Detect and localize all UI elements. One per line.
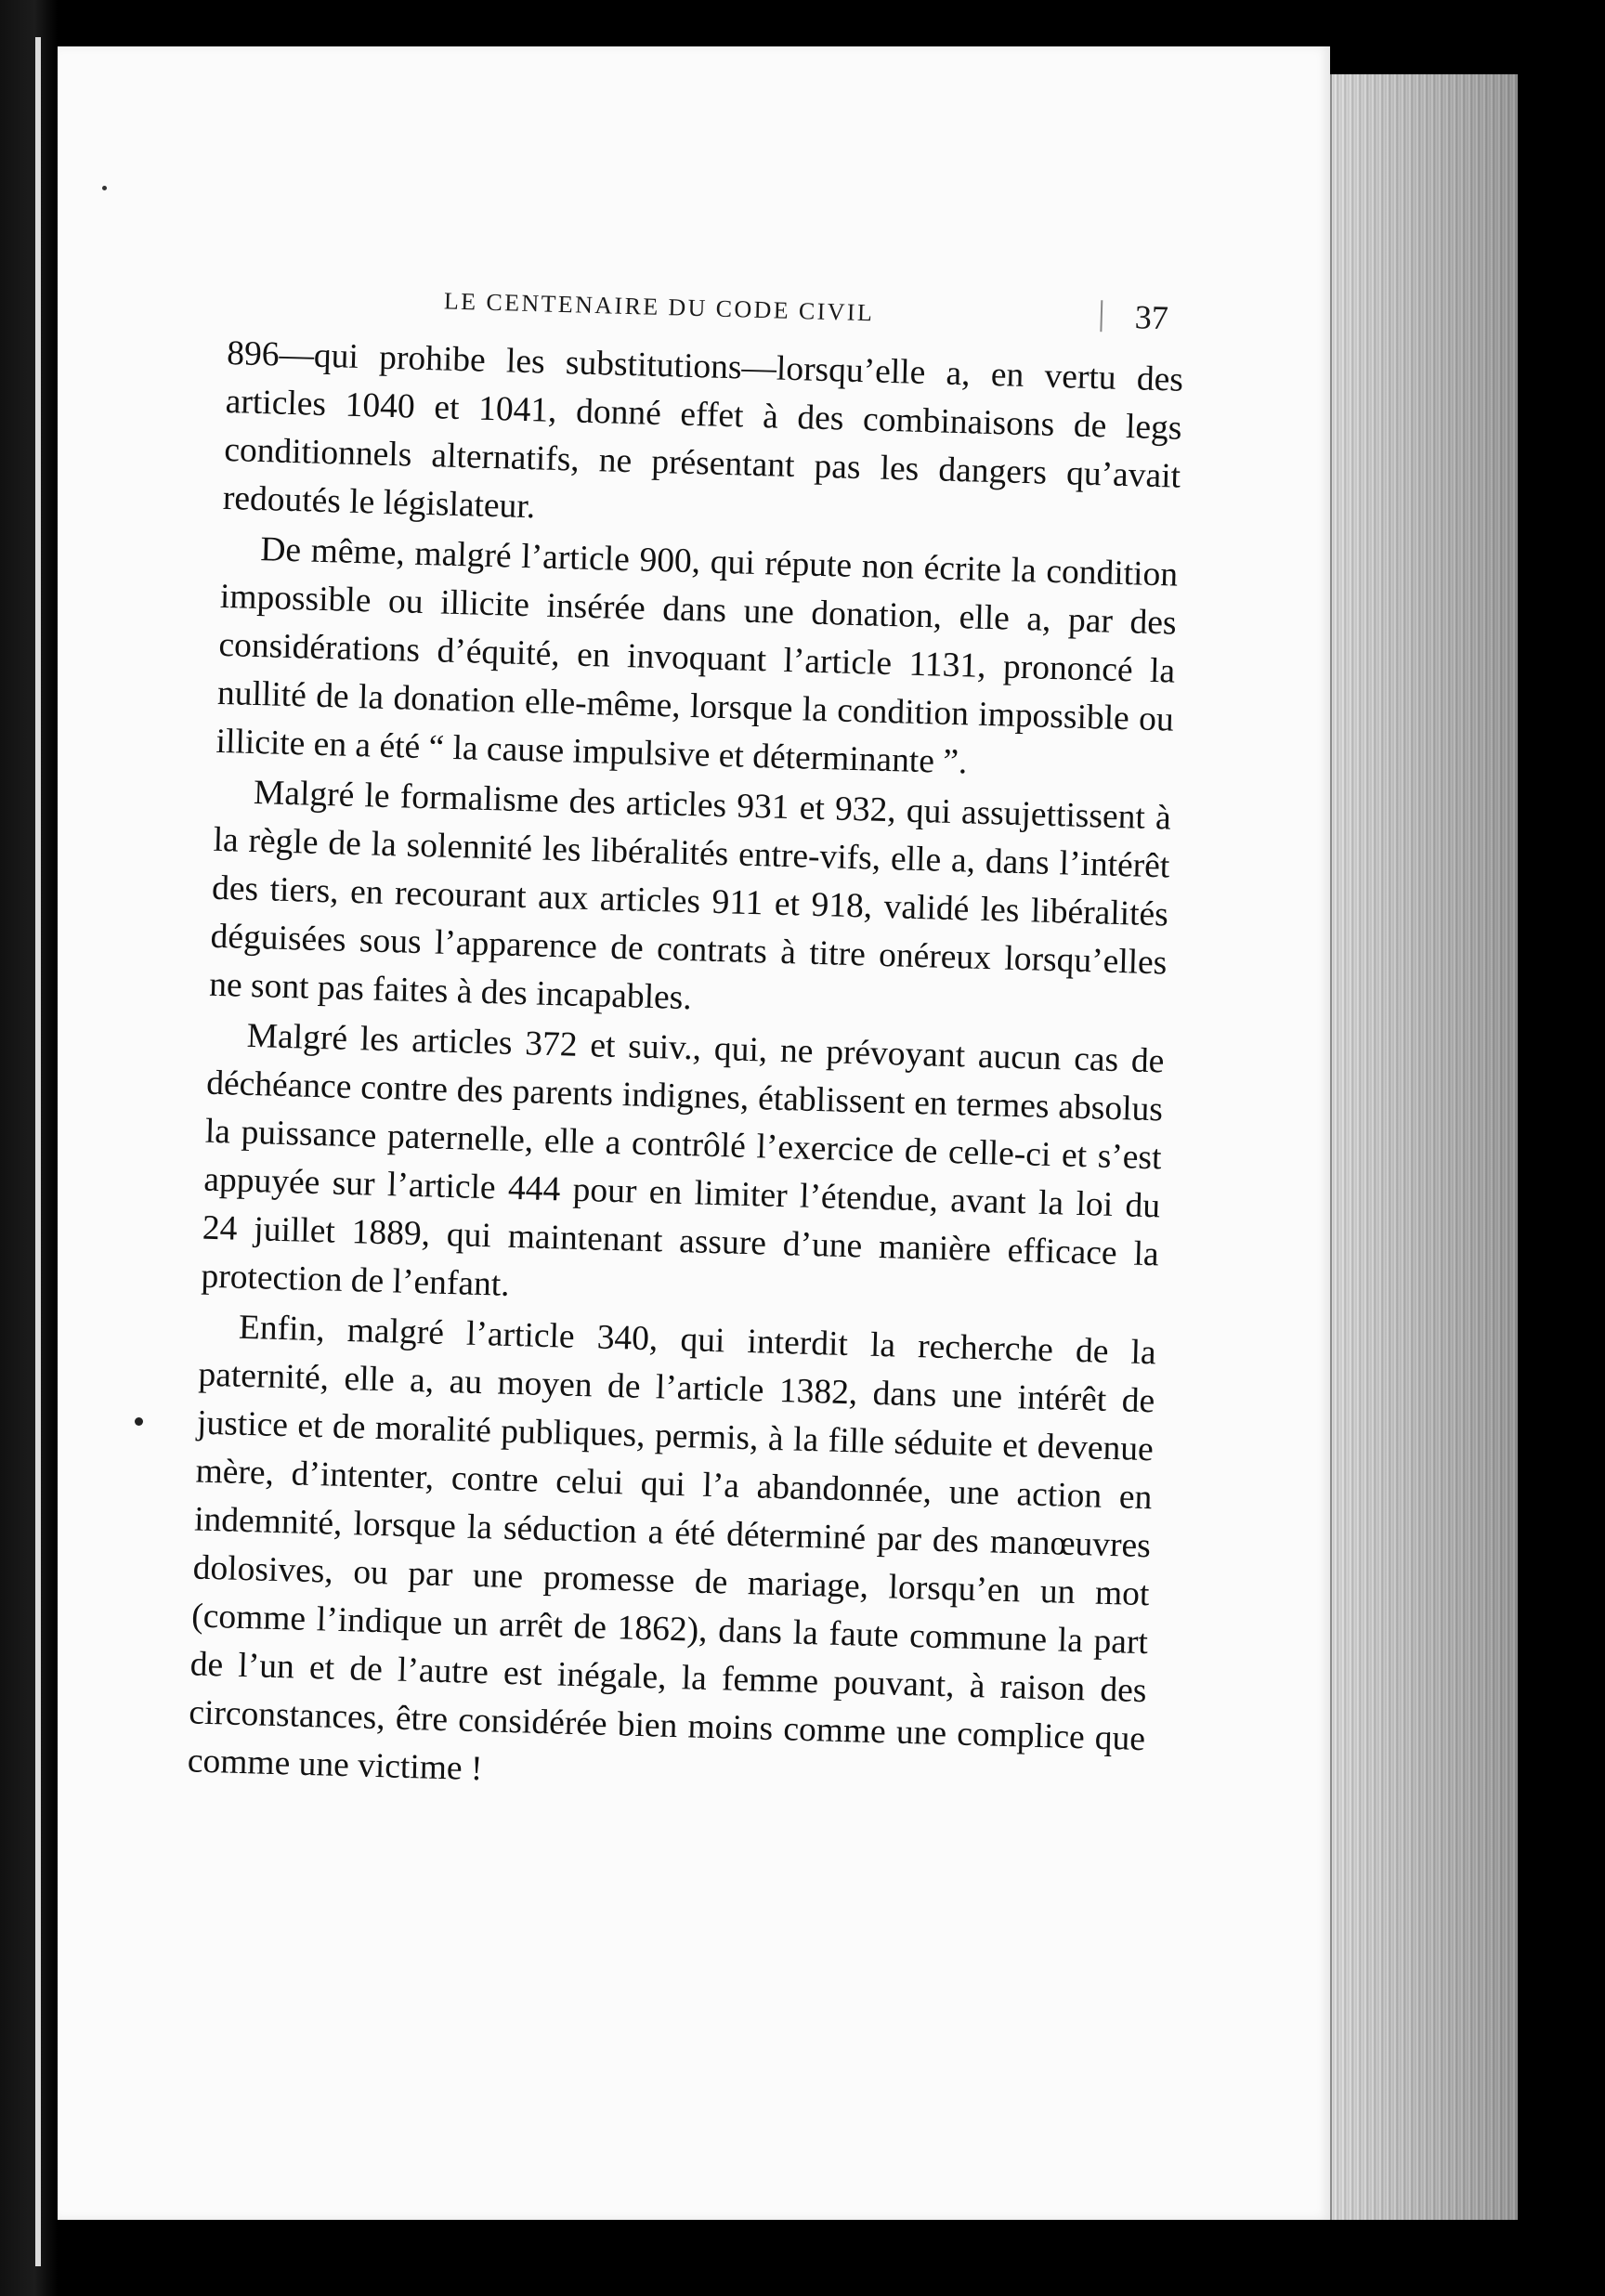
body-text xyxy=(187,330,1183,1812)
paragraph-1: 896—qui prohibe les substitutions—lorsqu’elle a, en vertu des articles 1040 et 1041, donné effet à des combinaisons de legs conditionnels alternatifs, ne présentant pas les dangers qu’avait redoutés le législateur. xyxy=(222,333,1184,527)
margin-dot xyxy=(135,1417,143,1426)
paragraph-4: Malgré les articles 372 et suiv., qui, ne prévoyant aucun cas de déchéance contre des parents indignes, établissent en termes absolus la puissance paternelle, elle a contrôlé l’exercice de celle-ci et s’est appuyée sur l’article 444 pour en limiter l’étendue, avant la loi du 24 juillet 1889, qui maintenant assure d’une manière efficace la protection de l’enfant. xyxy=(200,1016,1165,1304)
page-stack-edge xyxy=(1330,74,1518,2220)
dust-speck xyxy=(102,186,107,190)
left-page-edge xyxy=(0,0,58,2296)
page-number: 37 xyxy=(1134,298,1169,337)
paragraph-3: Malgré le formalisme des articles 931 et 932, qui assujettissent à la règle de la solennité les libéralités entre-vifs, elle a, dans l’intérêt des tiers, en recourant aux articles 911 et 918, validé les libéralités déguisées sous l’apparence de contrats à titre onéreux lorsqu’elles ne sont pas faites à des incapables. xyxy=(208,773,1172,1018)
running-head-title: LE CENTENAIRE DU CODE CIVIL xyxy=(443,287,875,327)
running-head-rule xyxy=(1100,300,1103,332)
paragraph-5: Enfin, malgré l’article 340, qui interdit la recherche de la paternité, elle a, au moyen de l’article 1382, dans une intérêt de justice et de moralité publiques, permis, à la fille séduite et devenue mère, d’intenter, contre celui qui l’a abandonnée, une action en indemnité, lorsque la séduction a été déterminé par des manœuvres dolosives, ou par une promesse de mariage, lorsqu’en un mot (comme l’indique un arrêt de 1862), dans la faute commune la part de l’un et de l’autre est inégale, la femme pouvant, à raison des circonstances, être considérée bien moins comme une complice que comme une victime ! xyxy=(187,1308,1157,1789)
left-page-edge-highlight xyxy=(35,37,41,2266)
paragraph-2: De même, malgré l’article 900, qui répute non écrite la condition impossible ou illicite insérée dans une donation, elle a, par des considérations d’équité, en invoquant l’article 1131, prononcé la nullité de la donation elle-même, lorsque la condition impossible ou illicite en a été “ la cause impulsive et déterminante ”. xyxy=(215,530,1179,782)
